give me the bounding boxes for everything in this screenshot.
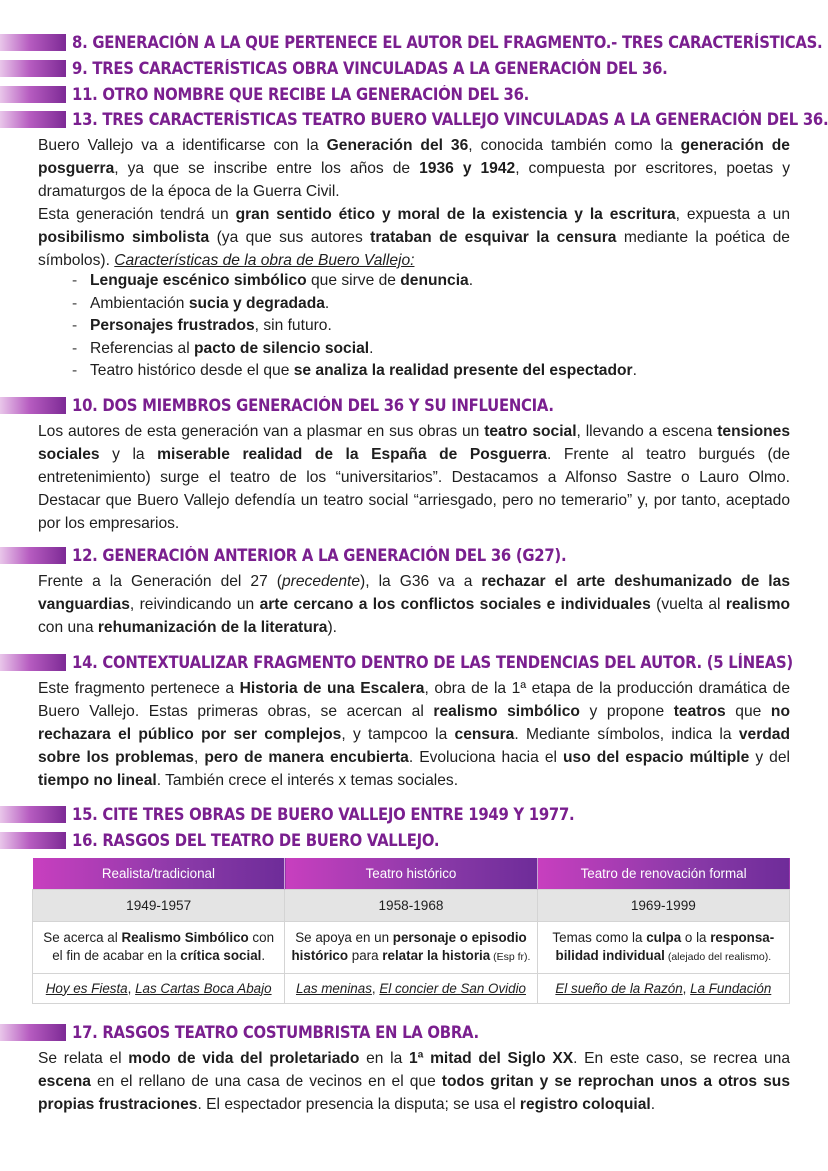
heading-text: 13. TRES CARACTERÍSTICAS TEATRO BUERO VALLEJO VINCULADAS A LA GENERACIÓN DEL 36.: [72, 109, 828, 129]
separator: ,: [127, 980, 136, 996]
text: .: [468, 272, 474, 289]
text: para: [348, 947, 383, 963]
heading-extra: (G27).: [515, 545, 567, 565]
heading-bar: [0, 832, 66, 849]
heading-text: 8. GENERACIÓN A LA QUE PERTENECE EL AUTOR DEL FRAGMENTO.- TRES CARACTERÍSTICAS.: [72, 32, 823, 52]
text: , sin futuro.: [254, 317, 332, 335]
sec13-paragraph-1: [38, 134, 790, 203]
sec13-paragraph-2: [38, 203, 790, 272]
work-title: La Fundación: [690, 980, 772, 996]
heading-text: 15. CITE TRES OBRAS DE BUERO VALLEJO ENTRE 1949 Y 1977.: [72, 804, 575, 824]
text: , llevando a escena: [576, 423, 718, 440]
bold-text: gran sentido ético y moral de la existencia y la escritura: [235, 206, 676, 223]
heading-text: [72, 546, 566, 565]
text: ), la G36 va a: [360, 573, 482, 590]
table-cell: 1958-1968: [285, 889, 537, 921]
heading-bar: [0, 86, 66, 103]
bold-text: arte cercano a los conflictos sociales e individuales: [259, 596, 651, 613]
text: Esta generación tendrá un: [38, 206, 236, 223]
text: . El espectador presencia la disputa; se usa el: [197, 1096, 520, 1113]
text: que sirve de: [306, 272, 401, 289]
table-cell: [285, 921, 537, 973]
text: . En este caso, se recrea una: [573, 1050, 791, 1067]
bold-text: sucia y degradada: [188, 294, 325, 312]
bold-text: uso del espacio múltiple: [563, 749, 750, 766]
work-title: El sueño de la Razón: [555, 980, 683, 996]
text: en la: [359, 1050, 409, 1067]
column-header: Teatro histórico: [285, 858, 537, 889]
heading-bar: [0, 397, 66, 414]
text: con el fin de acabar en la: [52, 930, 275, 963]
heading-text: 17. RASGOS TEATRO COSTUMBRISTA EN LA OBRA.: [72, 1022, 479, 1042]
heading-16: [0, 828, 480, 852]
column-header: Realista/tradicional: [33, 858, 285, 889]
text: , obra de la 1ª etapa de la producción dramática de Buero Vallejo. Estas primeras obras, se acercan al: [38, 680, 790, 720]
bold-text: no rechazara el público por ser complejos: [38, 703, 790, 743]
text: mediante la poética de símbolos).: [38, 229, 790, 269]
text: Este fragmento pertenece a: [38, 680, 240, 697]
heading-12: [0, 543, 621, 567]
bold-text: miserable realidad de la España de Posguerra: [157, 446, 547, 463]
bold-text: censura: [454, 726, 515, 743]
text: .: [650, 1096, 656, 1113]
bold-text: pacto de silencio social: [194, 339, 370, 357]
work-title: Las Cartas Boca Abajo: [135, 980, 272, 996]
table-cell: [537, 921, 789, 973]
text: , y tampcoo la: [341, 726, 455, 743]
sec17-paragraph: [38, 1047, 790, 1116]
list-item: [72, 270, 772, 293]
separator: ,: [682, 980, 691, 996]
list-item: [72, 293, 772, 316]
text: , expuesta a un: [675, 206, 790, 223]
characteristics-list: [72, 270, 772, 383]
text: o la: [681, 929, 711, 945]
text: (ya que sus autores: [209, 229, 371, 246]
text: . También crece el interés x temas sociales.: [156, 772, 459, 789]
bold-text: rechazar el arte deshumanizado de las vanguardias: [38, 573, 790, 613]
bold-text: responsa-bilidad individual: [555, 929, 775, 963]
bold-text: tiempo no lineal: [38, 772, 157, 789]
table-header-row: [33, 858, 790, 889]
bold-text: pero de manera encubierta: [204, 749, 409, 766]
heading-text: 10. DOS MIEMBROS GENERACIÓN DEL 36 Y SU INFLUENCIA.: [72, 395, 554, 415]
underlined-text: Características de la obra de Buero Vallejo:: [114, 252, 415, 269]
bold-text: rehumanización de la literatura: [97, 619, 328, 636]
bold-text: Lenguaje escénico simbólico: [90, 272, 307, 289]
heading-10: [0, 393, 607, 417]
bold-text: personaje o episodio histórico: [291, 929, 527, 963]
heading-15: [0, 802, 630, 826]
heading-14: [0, 650, 828, 674]
bold-text: modo de vida del proletariado: [128, 1050, 360, 1067]
bold-text: tensiones sociales: [38, 423, 790, 463]
bold-text: denuncia: [400, 272, 469, 289]
text: con una: [38, 619, 98, 636]
bold-text: teatro social: [484, 423, 577, 440]
bold-text: se analiza la realidad presente del espectador: [293, 362, 633, 380]
bold-text: teatros: [673, 703, 726, 720]
text: Se acerca al: [43, 930, 122, 945]
heading-text: 16. RASGOS DEL TEATRO DE BUERO VALLEJO.: [72, 830, 440, 850]
text: y propone: [579, 703, 674, 720]
heading-text: [72, 653, 793, 672]
table-cell: [33, 973, 285, 1003]
bold-text: 1936 y 1942: [419, 160, 516, 177]
bold-text: crítica social: [180, 948, 262, 963]
bold-text: culpa: [646, 929, 682, 945]
bold-text: realismo: [725, 596, 790, 613]
bold-text: escena: [38, 1073, 91, 1090]
heading-text: 9. TRES CARACTERÍSTICAS OBRA VINCULADAS A LA GENERACIÓN DEL 36.: [72, 58, 668, 78]
bold-text: Realismo Simbólico: [121, 930, 249, 945]
text: , reivindicando un: [129, 596, 260, 613]
heading-17: [0, 1020, 524, 1044]
table-cell: 1969-1999: [537, 889, 789, 921]
heading-bar: [0, 806, 66, 823]
bold-text: todos gritan y se reprochan unos a otros sus propias frustraciones: [38, 1073, 790, 1113]
table-row: [33, 921, 790, 973]
list-item: [72, 338, 772, 361]
text: ,: [193, 749, 205, 766]
table-row: [33, 889, 790, 921]
bold-text: Generación del 36: [326, 137, 469, 154]
bold-text: relatar la historia: [382, 947, 491, 963]
work-title: Las meninas: [295, 980, 372, 996]
text: . Evoluciona hacia el: [408, 749, 564, 766]
sec14-paragraph: [38, 677, 790, 792]
bold-text: posibilismo simbolista: [38, 229, 210, 246]
text: , ya que se inscribe entre los años de: [114, 160, 420, 177]
list-item: [72, 315, 772, 338]
text: en el rellano de una casa de vecinos en el que: [90, 1073, 442, 1090]
list-item: [72, 360, 772, 383]
small-text: (Esp fr).: [490, 950, 531, 963]
text: .: [261, 948, 266, 963]
sec10-paragraph: [38, 420, 790, 535]
heading-8: [0, 30, 828, 54]
text: Buero Vallejo va a identificarse con la: [38, 137, 327, 154]
bold-text: verdad sobre los problemas: [38, 726, 790, 766]
bold-text: realismo simbólico: [433, 703, 580, 720]
bold-text: registro coloquial: [519, 1096, 651, 1113]
text: y la: [99, 446, 158, 463]
table-cell: [33, 921, 285, 973]
text: .: [632, 362, 637, 380]
heading-9: [0, 56, 734, 80]
text: . Mediante símbolos, indica la: [514, 726, 739, 743]
sec12-paragraph: [38, 570, 790, 639]
table-cell: [285, 973, 537, 1003]
text: Frente a la Generación del 27 (: [38, 573, 282, 590]
heading-bar: [0, 34, 66, 51]
text: Se relata el: [38, 1050, 129, 1067]
bold-text: Personajes frustrados: [90, 317, 255, 335]
text: .: [324, 294, 330, 312]
heading-bar: [0, 654, 66, 671]
table-row: [33, 973, 790, 1003]
text: , conocida también como la: [468, 137, 681, 154]
separator: ,: [371, 980, 380, 996]
work-title: Hoy es Fiesta: [45, 980, 128, 996]
heading-extra: (5 LÍNEAS): [706, 652, 793, 672]
text: Se apoya en un: [295, 929, 393, 945]
text: Referencias al: [90, 339, 195, 357]
table-cell: 1949-1957: [33, 889, 285, 921]
column-header: Teatro de renovación formal: [537, 858, 789, 889]
text: Los autores de esta generación van a plasmar en sus obras un: [38, 423, 485, 440]
work-title: El concier de San Ovidio: [379, 980, 526, 996]
text: Teatro histórico desde el que: [90, 362, 294, 380]
heading-bar: [0, 1024, 66, 1041]
heading-bar: [0, 111, 66, 128]
bold-text: 1ª mitad del Siglo XX: [408, 1050, 574, 1067]
text: .: [369, 339, 374, 357]
text: . Frente al teatro burgués (de entretenimiento) surge el teatro de los “universitarios”. Destacamos a Alfonso Sastre o Lauro Olmo. Destacar que Buero Vallejo defendía un teatro social “arriesgado, pero no temerario” y, por tanto, aceptado por los empresarios.: [38, 446, 790, 532]
bold-text: Historia de una Escalera: [239, 680, 425, 697]
text: y del: [749, 749, 790, 766]
small-text: (alejado del realismo).: [664, 950, 772, 963]
text: que: [725, 703, 771, 720]
text: Ambientación: [90, 294, 189, 312]
italic-text: precedente: [281, 573, 361, 590]
heading-13: [0, 107, 828, 131]
heading-bar: [0, 60, 66, 77]
heading-text: 11. OTRO NOMBRE QUE RECIBE LA GENERACIÓN DEL 36.: [72, 84, 530, 104]
bold-text: trataban de esquivar la censura: [370, 229, 617, 246]
text: , compuesta por escritores, poetas y dramaturgos de la época de la Guerra Civil.: [38, 160, 790, 200]
bold-text: generación de posguerra: [38, 137, 790, 177]
text: ).: [327, 619, 338, 636]
heading-bar: [0, 547, 66, 564]
heading-main: 12. GENERACIÓN ANTERIOR A LA GENERACIÓN DEL 36: [72, 545, 511, 565]
buero-vallejo-table: [32, 858, 790, 1004]
heading-11: [0, 82, 580, 106]
heading-main: 14. CONTEXTUALIZAR FRAGMENTO DENTRO DE LAS TENDENCIAS DEL AUTOR.: [72, 652, 702, 672]
table-cell: [537, 973, 789, 1003]
text: Temas como la: [552, 929, 647, 945]
text: (vuelta al: [650, 596, 726, 613]
